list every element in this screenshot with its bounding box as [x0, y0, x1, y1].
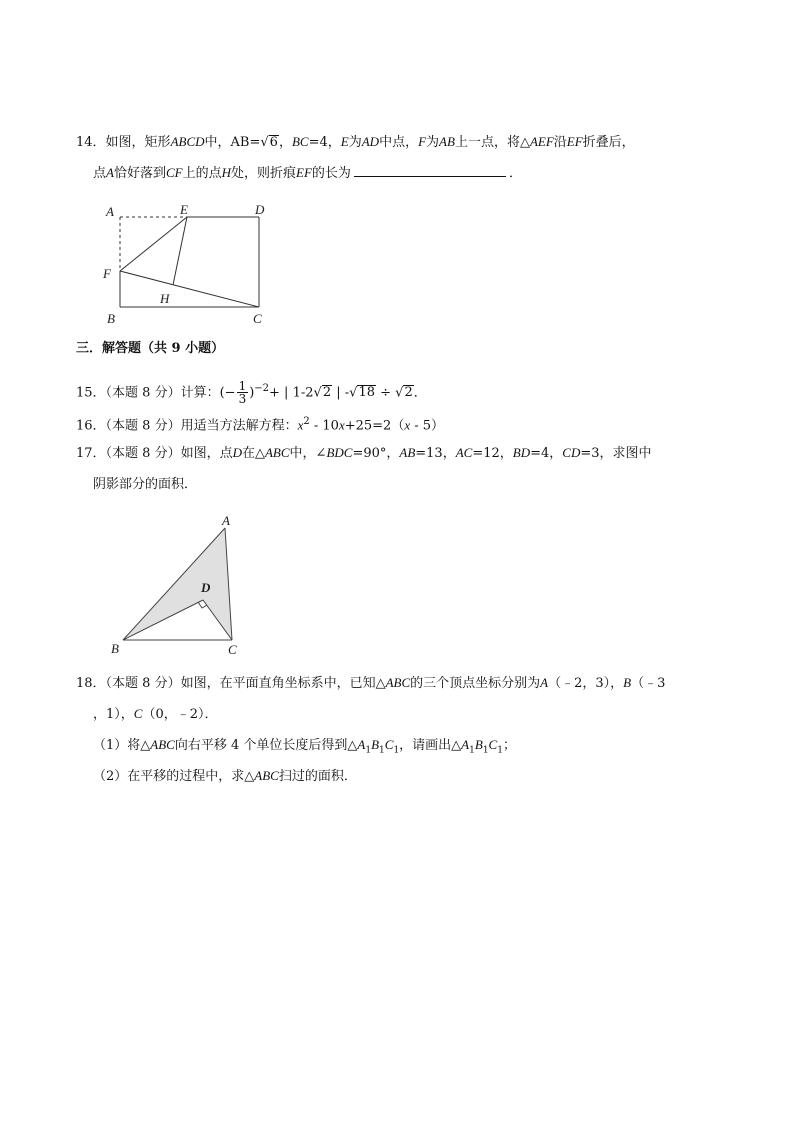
- fraction-one-third: $\frac{1}{3}$: [238, 379, 247, 407]
- label-a: A: [222, 513, 230, 528]
- q17-figure: [105, 510, 250, 660]
- section-title: 三．解答题（共 9 小题）: [76, 341, 225, 356]
- q15-line: 15．（本题 8 分）计算：(− $\frac{1}{3}$ )$^{-2}$+ | 1-2√2 | -√18 ÷ √2．: [76, 379, 427, 407]
- q18-part-1: （1）将△ABC向右平移 4 个单位长度后得到$\triangle A_1B_1C_1$，请画出$\triangle A_1B_1C_1$；: [93, 737, 516, 756]
- q14-figure: [100, 200, 280, 325]
- q14-line-2: 点A恰好落到CF上的点H处，则折痕EF的长为 ．: [93, 165, 522, 181]
- label-d: D: [201, 580, 211, 595]
- answer-blank[interactable]: [354, 164, 506, 177]
- line-fc: [120, 271, 259, 307]
- q17-line-2: 阴影部分的面积．: [93, 477, 198, 492]
- label-c: C: [228, 642, 237, 657]
- label-h: H: [160, 291, 170, 306]
- q16-line: 16．（本题 8 分）用适当方法解方程：$x^2 - 10x+25=2(x - 5)$: [76, 416, 445, 434]
- q14-line-1: 14．如图，矩形ABCD中，AB=√6，BC=4，E为AD中点，F为AB上一点，将△AEF沿EF折叠后，: [76, 134, 635, 150]
- q18-part-2: （2）在平移的过程中，求△ABC扫过的面积．: [93, 768, 357, 784]
- q18-line-1: 18．（本题 8 分）如图，在平面直角坐标系中，已知△ABC的三个顶点坐标分别为A（﹣2，3），B（﹣3: [76, 675, 666, 691]
- label-e: E: [180, 202, 188, 217]
- sqrt-6: 6: [269, 135, 278, 150]
- label-a: A: [106, 204, 114, 219]
- label-d: D: [255, 202, 265, 217]
- q17-line-1: 17．（本题 8 分）如图，点D在△ABC中，∠BDC=90°，AB=13，AC=12，BD=4，CD=3，求图中: [76, 445, 652, 461]
- q18-line-2: ，1），C（0，﹣2）．: [93, 706, 218, 722]
- label-f: F: [103, 266, 111, 281]
- shaded-region: [123, 528, 232, 640]
- label-b: B: [111, 641, 119, 656]
- label-b: B: [107, 311, 115, 325]
- label-c: C: [253, 311, 262, 325]
- line-fe: [120, 217, 187, 271]
